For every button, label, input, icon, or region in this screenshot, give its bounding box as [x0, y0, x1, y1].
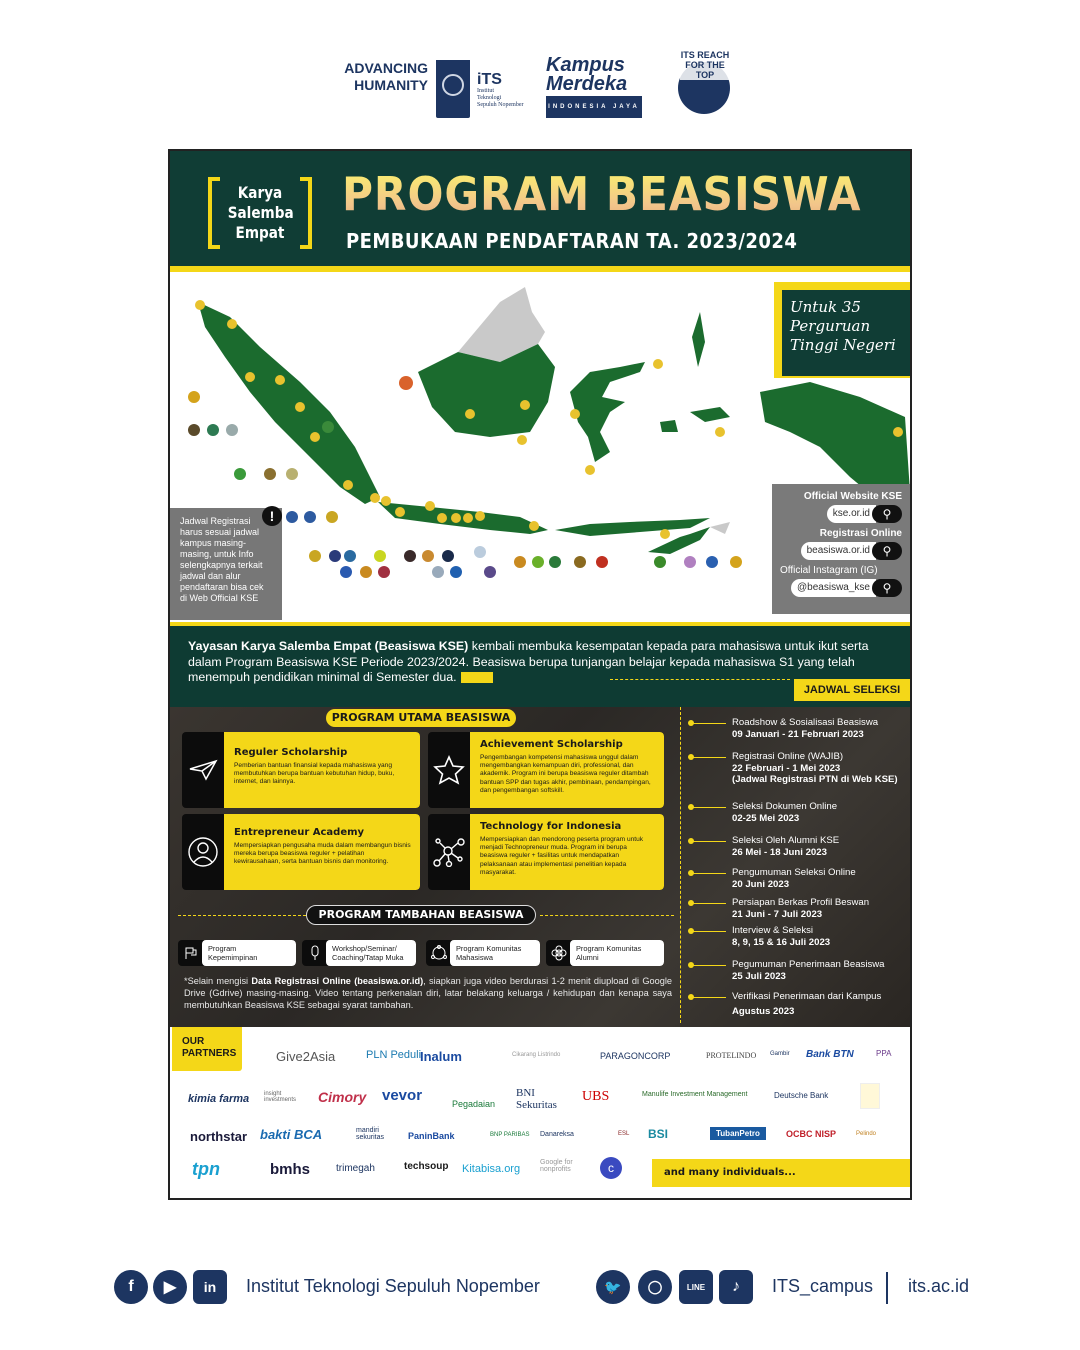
program-tambahan-label: PROGRAM TAMBAHAN BEASISWA [306, 905, 536, 925]
timeline-item: Roadshow & Sosialisasi Beasiswa 09 Januari - 21 Februari 2023 [690, 717, 878, 740]
partner-logo: Pegadaian [452, 1099, 496, 1109]
partner-logo: ESL [618, 1131, 630, 1137]
indonesia-map [170, 272, 910, 622]
partner-logo: Kitabisa.org [462, 1163, 521, 1175]
partner-logo: bakti BCA [260, 1127, 323, 1142]
selection-timeline [680, 707, 910, 1023]
line-icon[interactable]: LINE [679, 1270, 713, 1304]
partner-logo: techsoup [404, 1161, 449, 1172]
star-icon [428, 732, 470, 808]
program-card-achievement: Achievement Scholarship Pengembangan kompetensi mahasiswa unggul dalam mengembangkan kemampuan diri, professional, dan akademik. Program ini berupa beasiswa reguler ditambah bantuan SPP dan tugas akhir, pembinaan, pendampingan, dan pengembangan softskill. [428, 732, 664, 808]
registration-warning: ! Jadwal Registrasi harus sesuai jadwal kampus masing-masing, untuk Info selengkapnya terkait jadwal dan alur pendaftaran bisa cek di Web Official KSE [170, 508, 282, 620]
its-seal-logo [436, 60, 470, 118]
instagram-link[interactable]: @beasiswa_kse ⚲ [780, 579, 902, 597]
organization-name: Institut Teknologi Sepuluh Nopember [246, 1276, 540, 1296]
tiktok-icon[interactable]: ♪ [719, 1270, 753, 1304]
exclamation-icon: ! [262, 506, 282, 526]
timeline-item: Registrasi Online (WAJIB) 22 Februari - 1 Mei 2023 (Jadwal Registrasi PTN di Web KSE) [690, 751, 898, 786]
partner-logo: Cikarang Listrindo [512, 1052, 561, 1058]
website-link[interactable]: kse.or.id ⚲ [780, 505, 902, 523]
entrepreneur-icon [182, 814, 224, 890]
poster-subtitle: PEMBUKAAN PENDAFTARAN TA. 2023/2024 [346, 229, 798, 253]
timeline-item: Seleksi Oleh Alumni KSE 26 Mei - 18 Juni 2023 [690, 835, 839, 858]
twitter-icon[interactable]: 🐦 [596, 1270, 630, 1304]
partner-logo: tpn [192, 1159, 220, 1179]
registration-link[interactable]: beasiswa.or.id ⚲ [780, 542, 902, 560]
partner-logo: PARAGONCORP [600, 1051, 671, 1061]
partner-logo: PLN Peduli [366, 1049, 422, 1061]
community-icon [426, 940, 452, 966]
extra-program-leadership: Program Kepemimpinan [178, 940, 296, 966]
footer [0, 1268, 1080, 1308]
timeline-item: Pengumuman Seleksi Online 20 Juni 2023 [690, 867, 856, 890]
microphone-icon [302, 940, 328, 966]
partner-logo: BSI [648, 1127, 669, 1141]
program-card-technology: Technology for Indonesia Mempersiapkan dan mendorong peserta program untuk menjadi Technopreneur muda. Program ini berupa beasiswa reguler + fasilitas untuk mendapatkan pelaksanaan atau implementasi penelitian kepada masyarakat. [428, 814, 664, 890]
extra-program-alumni-community: Program Komunitas Alumni [546, 940, 664, 966]
timeline-item: Verifikasi Penerimaan dari Kampus Agustus 2023 [690, 991, 881, 1017]
poster-title: PROGRAM BEASISWA [342, 167, 862, 221]
program-card-entrepreneur: Entrepreneur Academy Mempersiapkan pengusaha muda dalam membangun bisnis mereka berupa beasiswa reguler + pelatihan kewirausahaan, serta bantuan bisnis dan monitoring. [182, 814, 420, 890]
partner-logo: vevor [382, 1087, 423, 1104]
program-utama-label: PROGRAM UTAMA BEASISWA [326, 709, 516, 727]
partner-logo: Bank BTN [806, 1049, 854, 1060]
scholarship-poster [168, 149, 912, 1200]
partner-logo: TubanPetro [710, 1127, 766, 1140]
timeline-item: Seleksi Dokumen Online 02-25 Mei 2023 [690, 801, 837, 824]
partner-logo: Inalum [420, 1049, 462, 1064]
advancing-humanity-logo: ADVANCING HUMANITY [344, 60, 428, 93]
partner-logo: BNP PARIBAS [490, 1132, 530, 1138]
linkedin-icon[interactable]: in [193, 1270, 227, 1304]
partner-logo: bmhs [270, 1161, 311, 1178]
intro-paragraph: Yayasan Karya Salemba Empat (Beasiswa KSE) kembali membuka kesempatan kepada para mahasiswa untuk ikut serta dalam Program Beasiswa KSE Periode 2023/2024. Beasiswa berupa tunjangan belajar kepada mahasiswa S1 yang telah menempuh pendidikan minimal di Semester dua. [188, 639, 869, 684]
facebook-icon[interactable]: f [114, 1270, 148, 1304]
instagram-icon[interactable]: ◯ [638, 1270, 672, 1304]
youtube-icon[interactable]: ▶ [153, 1270, 187, 1304]
partner-logo: PPA [876, 1049, 892, 1058]
partner-logo: c [600, 1157, 622, 1179]
poster-header [170, 151, 910, 266]
partner-logo [860, 1083, 880, 1109]
partner-logo: Google for nonprofits [540, 1159, 573, 1173]
partner-logo: insight investments [264, 1091, 297, 1103]
partner-logo: Cimory [318, 1089, 367, 1105]
video-requirement-note: *Selain mengisi Data Registrasi Online (beasiswa.or.id), siapkan juga video berdurasi 1-2 menit diupload di Google Drive (Gdrive) masing-masing. Video tentang perkenalan diri, latar belakang keluarga / kehidupan dan kenapa saya membutuhkan Beasiswa KSE sebagai syarat tambahan. [184, 976, 672, 1010]
top-logos [0, 50, 1080, 120]
ptn-count-box: Untuk 35 Perguruan Tinggi Negeri [774, 282, 910, 378]
search-icon[interactable]: ⚲ [872, 542, 902, 560]
partners-section [170, 1027, 910, 1198]
partner-logo: OCBC NISP [786, 1129, 837, 1139]
extra-program-workshop: Workshop/Seminar/ Coaching/Tatap Muka [302, 940, 416, 966]
many-individuals-banner: and many individuals... [652, 1159, 910, 1187]
partner-logo: mandiri sekuritas [356, 1127, 385, 1141]
partner-logo: Manulife Investment Management [642, 1091, 748, 1098]
partner-logo: Gambir [770, 1051, 790, 1057]
its-reach-for-the-top-logo: ITS REACH FOR THE TOP [670, 50, 734, 114]
kampus-merdeka-logo: Kampus Merdeka INDONESIA JAYA [546, 56, 642, 118]
partner-logo: northstar [190, 1129, 248, 1144]
timeline-item: Persiapan Berkas Profil Beswan 21 Juni - 7 Juli 2023 [690, 897, 869, 920]
search-icon[interactable]: ⚲ [872, 579, 902, 597]
search-icon[interactable]: ⚲ [872, 505, 902, 523]
partner-logo: trimegah [336, 1163, 375, 1174]
partner-logo: kimia farma [188, 1093, 250, 1105]
partner-logo: PROTELINDO [706, 1051, 757, 1060]
timeline-item: Interview & Seleksi 8, 9, 15 & 16 Juli 2023 [690, 925, 830, 948]
network-icon [428, 814, 470, 890]
flag-icon [178, 940, 204, 966]
partner-logo: BNI Sekuritas [516, 1087, 557, 1111]
extra-program-student-community: Program Komunitas Mahasiswa [426, 940, 540, 966]
our-partners-label: OUR PARTNERS [172, 1027, 242, 1071]
jadwal-seleksi-label: JADWAL SELEKSI [794, 679, 910, 701]
kse-logo: Karya Salemba Empat [208, 177, 312, 249]
partner-logo: UBS [582, 1089, 610, 1104]
website-link[interactable]: its.ac.id [908, 1276, 970, 1296]
official-links-panel: Official Website KSE kse.or.id ⚲ Registrasi Online beasiswa.or.id ⚲ Official Instagram (IG) @beasiswa_kse ⚲ [772, 484, 910, 614]
partner-logo: PaninBank [408, 1131, 455, 1141]
its-logo-text: iTS Institut Teknologi Sepuluh Nopember [477, 71, 524, 108]
partner-logo: Give2Asia [276, 1049, 336, 1064]
partner-logo: Danareksa [540, 1131, 574, 1138]
alumni-icon [546, 940, 572, 966]
social-handle[interactable]: ITS_campus [772, 1276, 874, 1296]
timeline-item: Pegumuman Penerimaan Beasiswa 25 Juli 2023 [690, 959, 885, 982]
partner-logo: Deutsche Bank [774, 1091, 829, 1100]
partner-logo: Pelindo [856, 1131, 877, 1137]
paper-plane-icon [182, 732, 224, 808]
program-card-reguler: Reguler Scholarship Pemberian bantuan finansial kepada mahasiswa yang membutuhkan berupa bantuan kebutuhan hidup, buku, internet, dan lainnya. [182, 732, 420, 808]
